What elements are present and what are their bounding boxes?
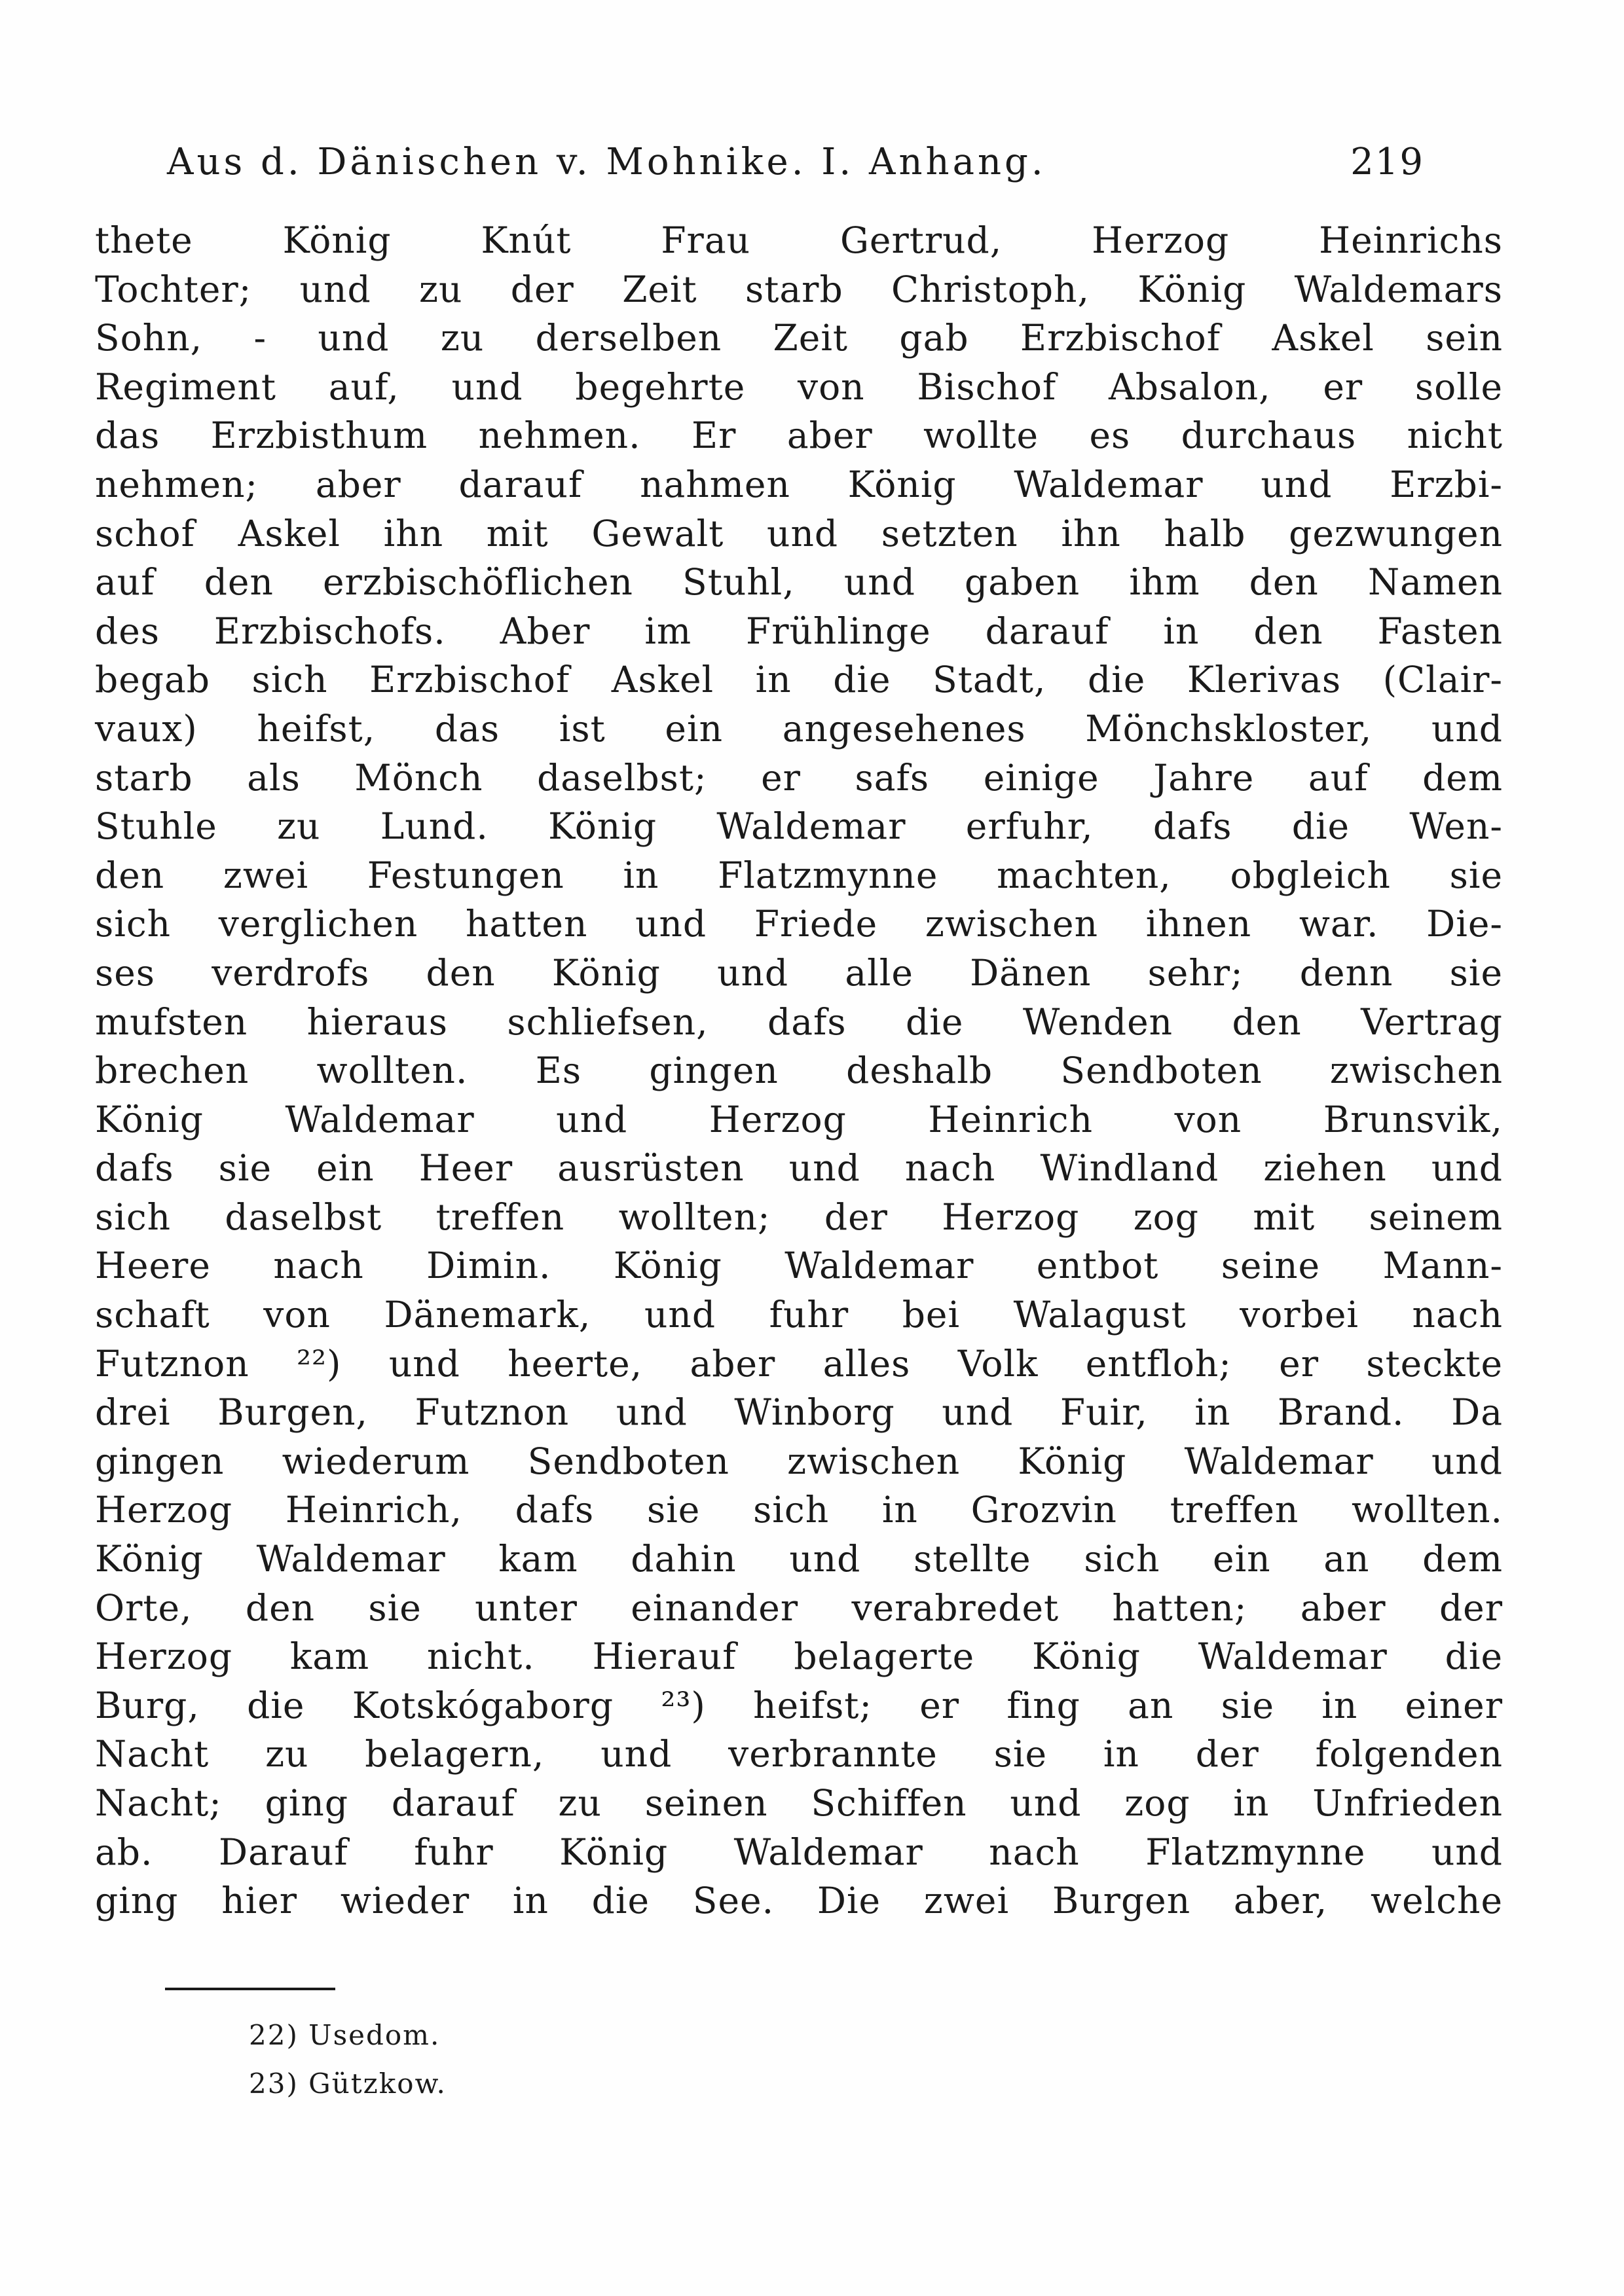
text-line: Herzog Heinrich, dafs sie sich in Grozvin treffen wollten.	[95, 1489, 1503, 1531]
text-line: begab sich Erzbischof Askel in die Stadt, die Klerivas (Clair-	[95, 659, 1503, 701]
text-line: sich daselbst treffen wollten; der Herzog zog mit seinem	[95, 1195, 1503, 1238]
text-line: mufsten hieraus schliefsen, dafs die Wenden den Vertrag	[95, 1000, 1503, 1043]
text-line: Nacht zu belagern, und verbrannte sie in der folgenden	[95, 1733, 1503, 1776]
text-line: das Erzbisthum nehmen. Er aber wollte es durchaus nicht	[95, 414, 1503, 457]
text-line: Regiment auf, und begehrte von Bischof Absalon, er solle	[95, 365, 1503, 408]
text-line: Futznon ²²) und heerte, aber alles Volk entfloh; er steckte	[95, 1342, 1503, 1385]
text-line: ab. Darauf fuhr König Waldemar nach Flatzmynne und	[95, 1831, 1503, 1873]
text-line: nehmen; aber darauf nahmen König Waldemar und Erzbi-	[95, 463, 1503, 505]
text-line: schaft von Dänemark, und fuhr bei Walagust vorbei nach	[95, 1294, 1503, 1336]
text-line: Stuhle zu Lund. König Waldemar erfuhr, dafs die Wen-	[95, 805, 1503, 848]
footnote-divider	[165, 1988, 335, 1990]
footnote-23: 23) Gützkow.	[249, 2068, 447, 2100]
text-line: auf den erzbischöflichen Stuhl, und gaben ihm den Namen	[95, 561, 1503, 604]
text-line: des Erzbischofs. Aber im Frühlinge darauf in den Fasten	[95, 610, 1503, 652]
footnote-22: 22) Usedom.	[249, 2019, 441, 2051]
text-line: Nacht; ging darauf zu seinen Schiffen und zog in Unfrieden	[95, 1782, 1503, 1824]
running-head: Aus d. Dänischen v. Mohnike. I. Anhang.	[167, 141, 1046, 183]
text-line: Sohn, - und zu derselben Zeit gab Erzbischof Askel sein	[95, 317, 1503, 359]
footnotes	[249, 2011, 447, 2108]
text-line: thete König Knút Frau Gertrud, Herzog Heinrichs	[95, 219, 1503, 261]
text-line: Herzog kam nicht. Hierauf belagerte König Waldemar die	[95, 1635, 1503, 1678]
text-line: Orte, den sie unter einander verabredet hatten; aber der	[95, 1586, 1503, 1629]
text-line: sich verglichen hatten und Friede zwischen ihnen war. Die-	[95, 903, 1503, 945]
text-line: Tochter; und zu der Zeit starb Christoph, König Waldemars	[95, 268, 1503, 310]
text-line: starb als Mönch daselbst; er safs einige Jahre auf dem	[95, 756, 1503, 799]
text-line: König Waldemar kam dahin und stellte sich ein an dem	[95, 1538, 1503, 1580]
text-line: Heere nach Dimin. König Waldemar entbot seine Mann-	[95, 1245, 1503, 1287]
text-line: dafs sie ein Heer ausrüsten und nach Windland ziehen und	[95, 1147, 1503, 1190]
page-header	[167, 136, 1424, 189]
body-text	[95, 216, 1503, 1925]
text-line: vaux) heifst, das ist ein angesehenes Mönchskloster, und	[95, 707, 1503, 750]
text-line: Burg, die Kotskógaborg ²³) heifst; er fing an sie in einer	[95, 1684, 1503, 1726]
page-number: 219	[1350, 141, 1424, 183]
text-line: drei Burgen, Futznon und Winborg und Fuir, in Brand. Da	[95, 1391, 1503, 1434]
text-line: schof Askel ihn mit Gewalt und setzten ihn halb gezwungen	[95, 512, 1503, 555]
text-line: gingen wiederum Sendboten zwischen König Waldemar und	[95, 1440, 1503, 1482]
text-line: König Waldemar und Herzog Heinrich von Brunsvik,	[95, 1098, 1503, 1140]
text-line: brechen wollten. Es gingen deshalb Sendboten zwischen	[95, 1049, 1503, 1092]
text-line: den zwei Festungen in Flatzmynne machten, obgleich sie	[95, 854, 1503, 896]
text-line: ging hier wieder in die See. Die zwei Burgen aber, welche	[95, 1880, 1503, 1922]
text-line: ses verdrofs den König und alle Dänen sehr; denn sie	[95, 951, 1503, 994]
